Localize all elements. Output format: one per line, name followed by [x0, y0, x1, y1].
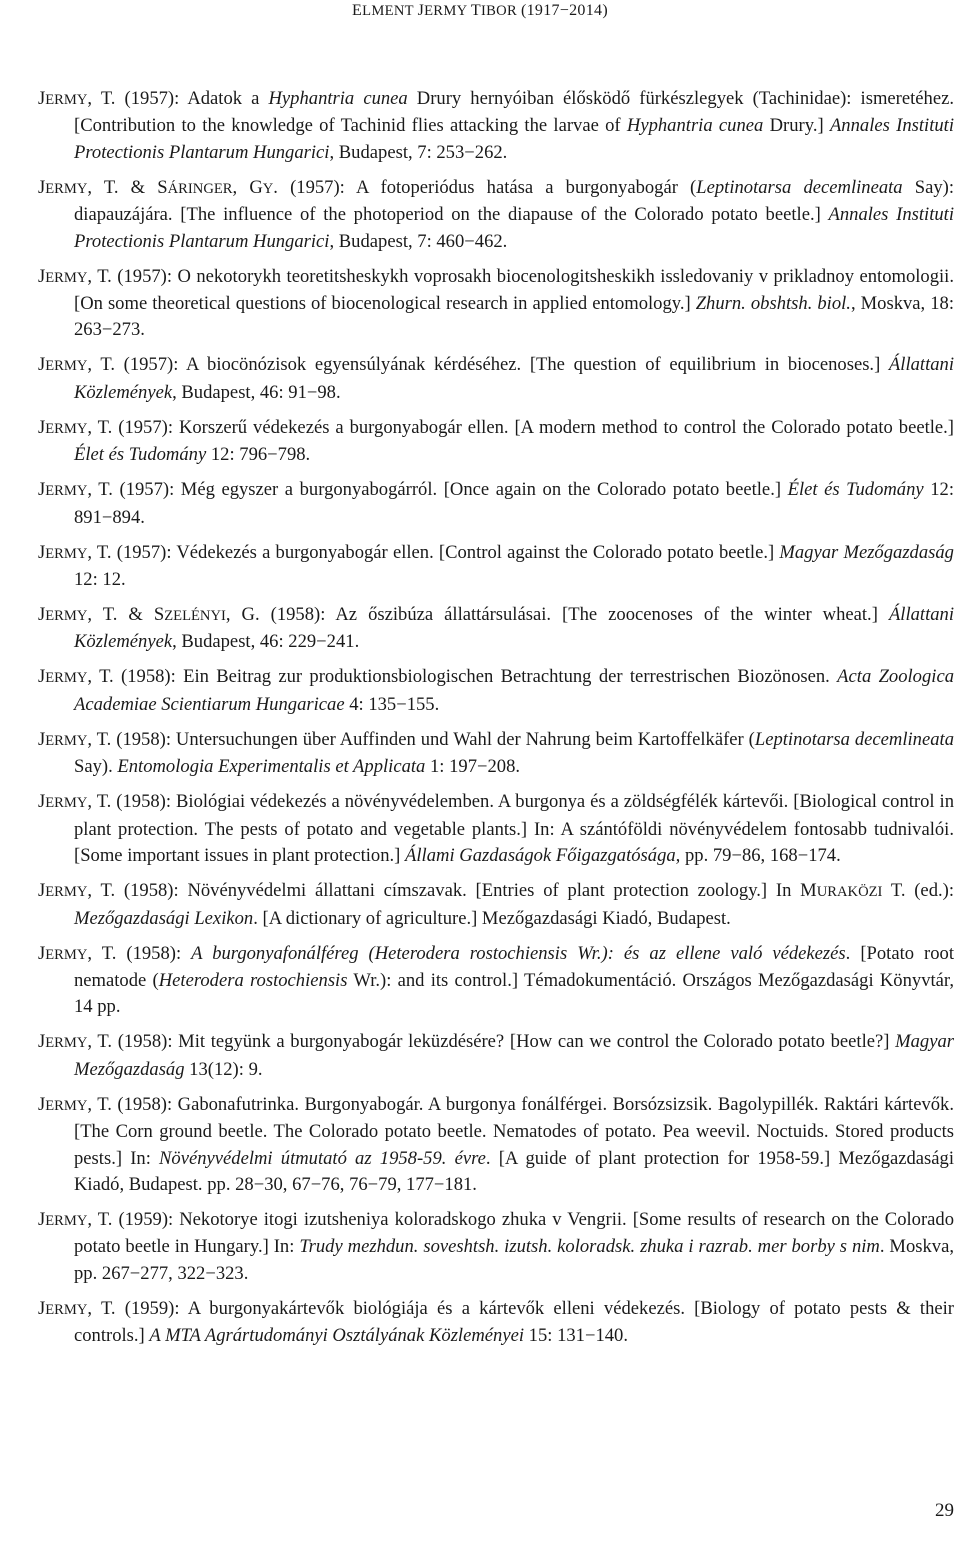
italic-title-text: Élet és Tudomány — [74, 444, 207, 466]
reference-text: 12: 891−894. — [74, 479, 955, 528]
reference-text: J — [417, 2, 425, 19]
reference-text: , T. (1959): A burgonyakártevők biológiája és a kártevők elleni védekezés. [Biology of potato pests & their controls.] — [74, 1297, 954, 1347]
reference-entry — [38, 352, 954, 406]
reference-text: , T. (1957): Korszerű védekezés a burgonyabogár ellen. [A modern method to control the Colorado potato beetle.] — [87, 416, 954, 438]
reference-text: , T. (1957): Még egyszer a burgonyabogárról. [Once again on the Colorado potato beetle.] — [87, 479, 788, 501]
small-caps-text: ERMY — [45, 1301, 88, 1318]
reference-text: . [A dictionary of agriculture.] Mezőgazdasági Kiadó, Budapest. — [253, 907, 731, 929]
small-caps-text: ERMY — [45, 732, 88, 749]
small-caps-text: ERMY — [45, 1212, 88, 1229]
reference-entry — [38, 175, 954, 255]
reference-text: 12: 796−798. — [206, 444, 311, 466]
italic-title-text: A MTA Agrártudományi Osztályának Közleményei — [149, 1325, 525, 1347]
small-caps-text: ERMY — [45, 670, 88, 687]
italic-title-text: Állattani Közlemények — [74, 354, 954, 403]
reference-entry — [38, 415, 954, 469]
reference-text: , T. (1957): A biocönózisok egyensúlyának kérdéséhez. [The question of equilibrium in biocenoses.] — [87, 354, 889, 376]
reference-entry — [38, 1092, 954, 1199]
small-caps-text: ERMY — [45, 269, 88, 286]
italic-title-text: Annales Instituti Protectionis Plantarum Hungarici — [74, 204, 954, 252]
reference-text: J — [38, 1031, 46, 1053]
reference-text: , T. (1958): Untersuchungen über Auffinden und Wahl der Nahrung beim Kartoffelkäfer ( — [87, 728, 755, 750]
italic-title-text: Élet és Tudomány — [787, 479, 924, 501]
reference-text: J — [38, 1208, 46, 1230]
reference-text: J — [38, 604, 46, 626]
small-caps-text: ERMY — [45, 545, 88, 562]
italic-title-text: Zhurn. obshtsh. biol. — [695, 293, 851, 315]
reference-text: J — [38, 479, 46, 501]
reference-text: J — [38, 1093, 46, 1115]
reference-text: pp. 79−86, 168−174. — [680, 845, 841, 867]
reference-text: , T. (1958): Mit tegyünk a burgonyabogár leküzdésére? [How can we control the Colorado potato beetle?] — [87, 1031, 896, 1053]
reference-text: 13(12): 9. — [184, 1058, 263, 1080]
reference-text: Drury.] — [763, 115, 830, 137]
reference-text: , Moskva, 18: 263−273. — [74, 293, 954, 341]
reference-text: Drury hernyóiban élősködő fürkészlegyek (Tachinidae): ismeretéhez. [Contribution to the knowledge of Tachinid flies attacking the larvae of — [74, 88, 954, 137]
small-caps-text: ERMY — [45, 795, 88, 812]
italic-title-text: Hyphantria cunea — [268, 88, 408, 109]
small-caps-text: LMENT — [362, 3, 418, 19]
reference-text: , T. (1957): Védekezés a burgonyabogár ellen. [Control against the Colorado potato beetle.] — [87, 541, 780, 563]
italic-title-text: Heterodera rostochiensis — [158, 969, 348, 991]
small-caps-text: ERMY — [45, 884, 88, 901]
reference-entry — [38, 477, 954, 531]
reference-text: J — [38, 354, 46, 376]
reference-text: , Budapest, 46: 91−98. — [172, 381, 341, 403]
reference-text: , T. (1957): O nekotorykh teoretitsheskykh voprosakh biocenologitsheskikh issledovaniy v prikladnoy entomologii. [On some theoretical questions of biocenological research in applied entomology.] — [74, 265, 954, 315]
reference-text: J — [38, 791, 46, 813]
reference-text: J — [38, 416, 46, 438]
reference-entry — [38, 602, 954, 656]
reference-text: 1: 197−208. — [425, 756, 521, 778]
reference-entry — [38, 789, 954, 869]
reference-text: J — [38, 88, 46, 109]
small-caps-text: URAKÖZI — [816, 884, 883, 901]
reference-text: , T. (1958): Növényvédelmi állattani címszavak. [Entries of plant protection zoology.] In M — [87, 880, 817, 902]
page-number: 29 — [935, 1500, 954, 1521]
reference-text: , T. (1959): Nekotorye itogi izutsheniya koloradskogo zhuka v Vengrii. [Some results of research on the Colorado potato beetle in Hungary.] In: — [74, 1208, 954, 1258]
small-caps-text: ERMY — [45, 1035, 88, 1052]
italic-title-text: Növényvédelmi útmutató az 1958-59. évre — [159, 1147, 486, 1169]
reference-text: 12: 12. — [74, 569, 126, 591]
reference-text: J — [38, 728, 46, 750]
small-caps-text: ERMY — [45, 358, 88, 375]
reference-text: J — [38, 541, 46, 563]
reference-text: , T. & S — [87, 176, 168, 198]
reference-text: T — [470, 2, 481, 19]
small-caps-text: ERMY — [45, 483, 88, 500]
italic-title-text: Leptinotarsa decemlineata — [696, 176, 903, 198]
reference-text: , T. (1957): Adatok a — [87, 88, 269, 109]
reference-text: Wr.): and its control.] Témadokumentáció. Országos Mezőgazdasági Könyvtár, 14 pp. — [74, 969, 955, 1018]
italic-title-text: Acta Zoologica Academiae Scientiarum Hungaricae — [74, 666, 954, 715]
reference-text: J — [38, 666, 46, 688]
italic-title-text: Magyar Mezőgazdaság — [74, 1031, 954, 1080]
reference-entry — [38, 1207, 954, 1287]
small-caps-text: ERMY — [424, 3, 471, 19]
italic-title-text: Entomologia Experimentalis et Applicata — [117, 756, 426, 778]
reference-entry — [38, 86, 954, 166]
reference-text: , T. (1958): Gabonafutrinka. Burgonyabogár. A burgonya fonálférgei. Borsózsizsik. Bagolypillék. Raktári kártevők. [The Corn ground beetle. The Colorado potato beetle. Nematodes of potato. Pea weevil. Noctuids. Stored products pests.] In: — [74, 1093, 954, 1169]
small-caps-text: ZELÉNYI — [164, 608, 226, 625]
reference-list — [38, 86, 954, 1358]
reference-text: , Budapest, 46: 229−241. — [172, 631, 360, 653]
small-caps-text: ERMY — [45, 946, 88, 963]
reference-text: J — [38, 880, 46, 902]
running-head — [0, 2, 960, 20]
reference-text: , T. (1958): Ein Beitrag zur produktionsbiologischen Betrachtung der terrestrischen Biozönosen. — [87, 666, 838, 688]
italic-title-text: Annales Instituti Protectionis Plantarum Hungarici — [74, 115, 954, 163]
reference-text: . Moskva, pp. 267−277, 322−323. — [74, 1236, 954, 1284]
small-caps-text: ERMY — [45, 420, 88, 437]
reference-entry — [38, 941, 954, 1021]
reference-text: . [Potato root nematode ( — [74, 942, 955, 991]
reference-text: J — [38, 265, 46, 287]
reference-text: 4: 135−155. — [344, 693, 440, 715]
reference-entry — [38, 664, 954, 718]
reference-text: , T. (1958): Biológiai védekezés a növényvédelemben. A burgonya és a zöldségfélék kártevői. [Biological control in plant protection. The pests of potato and vegetable plants.] In: A szántóföldi növényvédelem fontosabb tudnivalói. [Some important issues in plant protection.] — [74, 791, 954, 867]
reference-text: J — [38, 176, 46, 198]
reference-text: Say): diapauzájára. [The influence of the photoperiod on the diapause of the Colorado potato beetle.] — [74, 176, 954, 226]
small-caps-text: ÁRINGER — [167, 180, 233, 197]
italic-title-text: A burgonyafonálféreg (Heterodera rostochiensis Wr.): és az ellene való védekezés — [191, 942, 846, 964]
italic-title-text: Magyar Mezőgazdaság — [779, 541, 954, 563]
reference-text: T. (ed.): — [882, 880, 954, 902]
reference-text: , Budapest, 7: 253−262. — [329, 141, 508, 163]
reference-text: (1917−2014) — [520, 2, 608, 19]
small-caps-text: ERMY — [45, 1097, 88, 1114]
small-caps-text: ERMY — [45, 92, 88, 108]
italic-title-text: Leptinotarsa decemlineata — [754, 728, 954, 750]
italic-title-text: Hyphantria cunea — [626, 115, 764, 137]
reference-entry — [38, 264, 954, 344]
reference-text: . (1957): A fotoperiódus hatása a burgonyabogár ( — [273, 176, 697, 198]
small-caps-text: Y — [262, 180, 274, 197]
reference-entry — [38, 540, 954, 594]
reference-text: . [A guide of plant protection for 1958-59.] Mezőgazdasági Kiadó, Budapest. pp. 28−30, 67−76, 76−79, 177−181. — [74, 1147, 955, 1195]
reference-text: , T. & S — [87, 604, 165, 626]
reference-text: , T. (1958): — [87, 942, 192, 964]
reference-text: , G — [232, 176, 263, 198]
reference-text: , Budapest, 7: 460−462. — [329, 230, 508, 252]
reference-text: 15: 131−140. — [524, 1325, 628, 1347]
italic-title-text: Állami Gazdaságok Főigazgatósága, — [405, 845, 681, 867]
reference-text: , G. (1958): Az őszibúza állattársulásai. [The zoocenoses of the winter wheat.] — [225, 604, 889, 626]
small-caps-text: IBOR — [480, 3, 521, 19]
reference-text: E — [352, 2, 363, 19]
reference-text: J — [38, 942, 46, 964]
italic-title-text: Mezőgazdasági Lexikon — [74, 907, 254, 929]
reference-entry — [38, 1029, 954, 1083]
italic-title-text: Trudy mezhdun. soveshtsh. izutsh. koloradsk. zhuka i razrab. mer borby s nim — [299, 1236, 880, 1258]
reference-text: J — [38, 1297, 46, 1319]
reference-entry — [38, 1296, 954, 1350]
small-caps-text: ERMY — [45, 180, 88, 197]
reference-entry — [38, 727, 954, 781]
italic-title-text: Állattani Közlemények — [74, 604, 955, 653]
reference-entry — [38, 878, 954, 932]
reference-text: Say). — [74, 756, 118, 778]
small-caps-text: ERMY — [45, 608, 88, 625]
